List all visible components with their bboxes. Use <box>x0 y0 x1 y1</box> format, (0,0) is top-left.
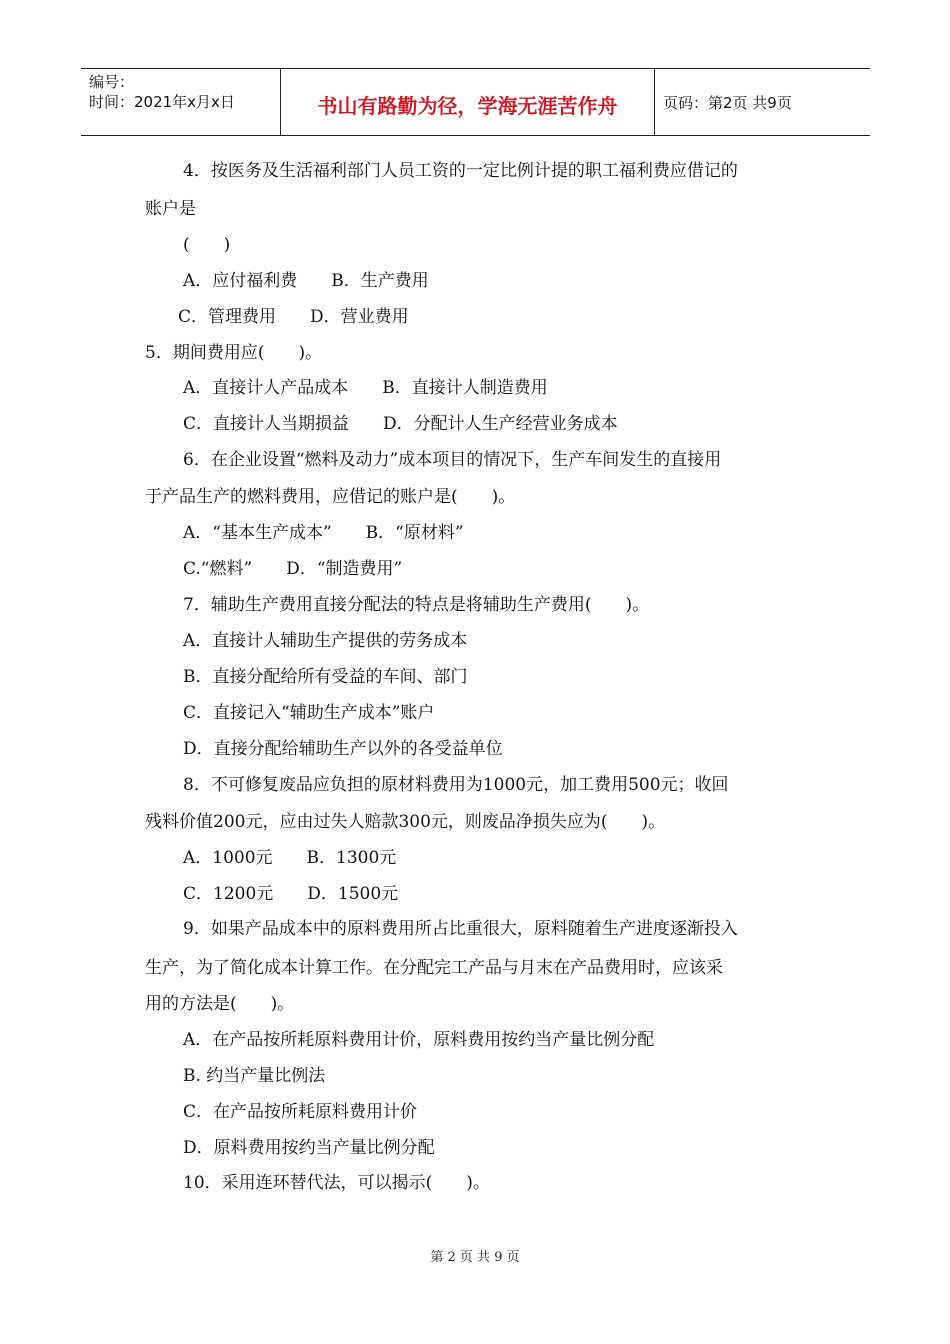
document-time-label: 时间：2021年x月x日 <box>89 93 235 111</box>
document-number-label: 编号： <box>89 73 135 91</box>
text-line: 5．期间费用应( )。 <box>145 343 323 363</box>
text-line: C．在产品按所耗原料费用计价 <box>183 1102 418 1122</box>
text-line: 10．采用连环替代法，可以揭示( )。 <box>183 1173 490 1193</box>
header-meta <box>81 69 281 135</box>
text-line: A．应付福利费 B．生产费用 <box>183 271 429 291</box>
text-line: 生产，为了简化成本计算工作。在分配完工产品与月末在产品费用时，应该采 <box>145 958 723 978</box>
text-line: 于产品生产的燃料费用，应借记的账户是( )。 <box>145 487 516 507</box>
text-line: ( ) <box>183 235 231 255</box>
text-line: A．在产品按所耗原料费用计价，原料费用按约当产量比例分配 <box>183 1030 655 1050</box>
text-line: A．“基本生产成本” B．“原材料” <box>183 523 464 543</box>
text-line: B. 约当产量比例法 <box>183 1066 326 1086</box>
text-line: 8．不可修复废品应负担的原材料费用为1000元，加工费用500元；收回 <box>183 775 729 795</box>
text-line: A．直接计人辅助生产提供的劳务成本 <box>183 631 468 651</box>
text-line: 7．辅助生产费用直接分配法的特点是将辅助生产费用( )。 <box>183 595 650 615</box>
page-footer: 第 2 页 共 9 页 <box>430 1250 520 1265</box>
text-line: D．原料费用按约当产量比例分配 <box>183 1138 435 1158</box>
text-line: C．1200元 D．1500元 <box>183 884 399 904</box>
text-line: 4．按医务及生活福利部门人员工资的一定比例计提的职工福利费应借记的 <box>183 161 738 181</box>
text-line: A．直接计人产品成本 B．直接计人制造费用 <box>183 378 548 398</box>
text-line: C．直接计人当期损益 D．分配计人生产经营业务成本 <box>183 414 618 434</box>
text-line: 用的方法是( )。 <box>145 994 295 1014</box>
page-header <box>81 68 870 136</box>
text-line: 9．如果产品成本中的原料费用所占比重很大，原料随着生产进度逐渐投入 <box>183 919 738 939</box>
text-line: B．直接分配给所有受益的车间、部门 <box>183 667 468 687</box>
text-line: C．管理费用 D．营业费用 <box>178 307 409 327</box>
text-line: A．1000元 B．1300元 <box>183 848 397 868</box>
header-page-info: 页码：第2页 共9页 <box>663 93 792 112</box>
text-line: C.“燃料” D．“制造费用” <box>183 559 403 579</box>
text-line: C．直接记入“辅助生产成本”账户 <box>183 703 435 723</box>
header-motto: 书山有路勤为径，学海无涯苦作舟 <box>281 69 655 135</box>
text-line: 残料价值200元，应由过失人赔款300元，则废品净损失应为( )。 <box>145 812 666 832</box>
text-line: 账户是 <box>145 199 196 219</box>
text-line: D．直接分配给辅助生产以外的各受益单位 <box>183 739 503 759</box>
text-line: 6．在企业设置“燃料及动力”成本项目的情况下，生产车间发生的直接用 <box>183 450 722 470</box>
